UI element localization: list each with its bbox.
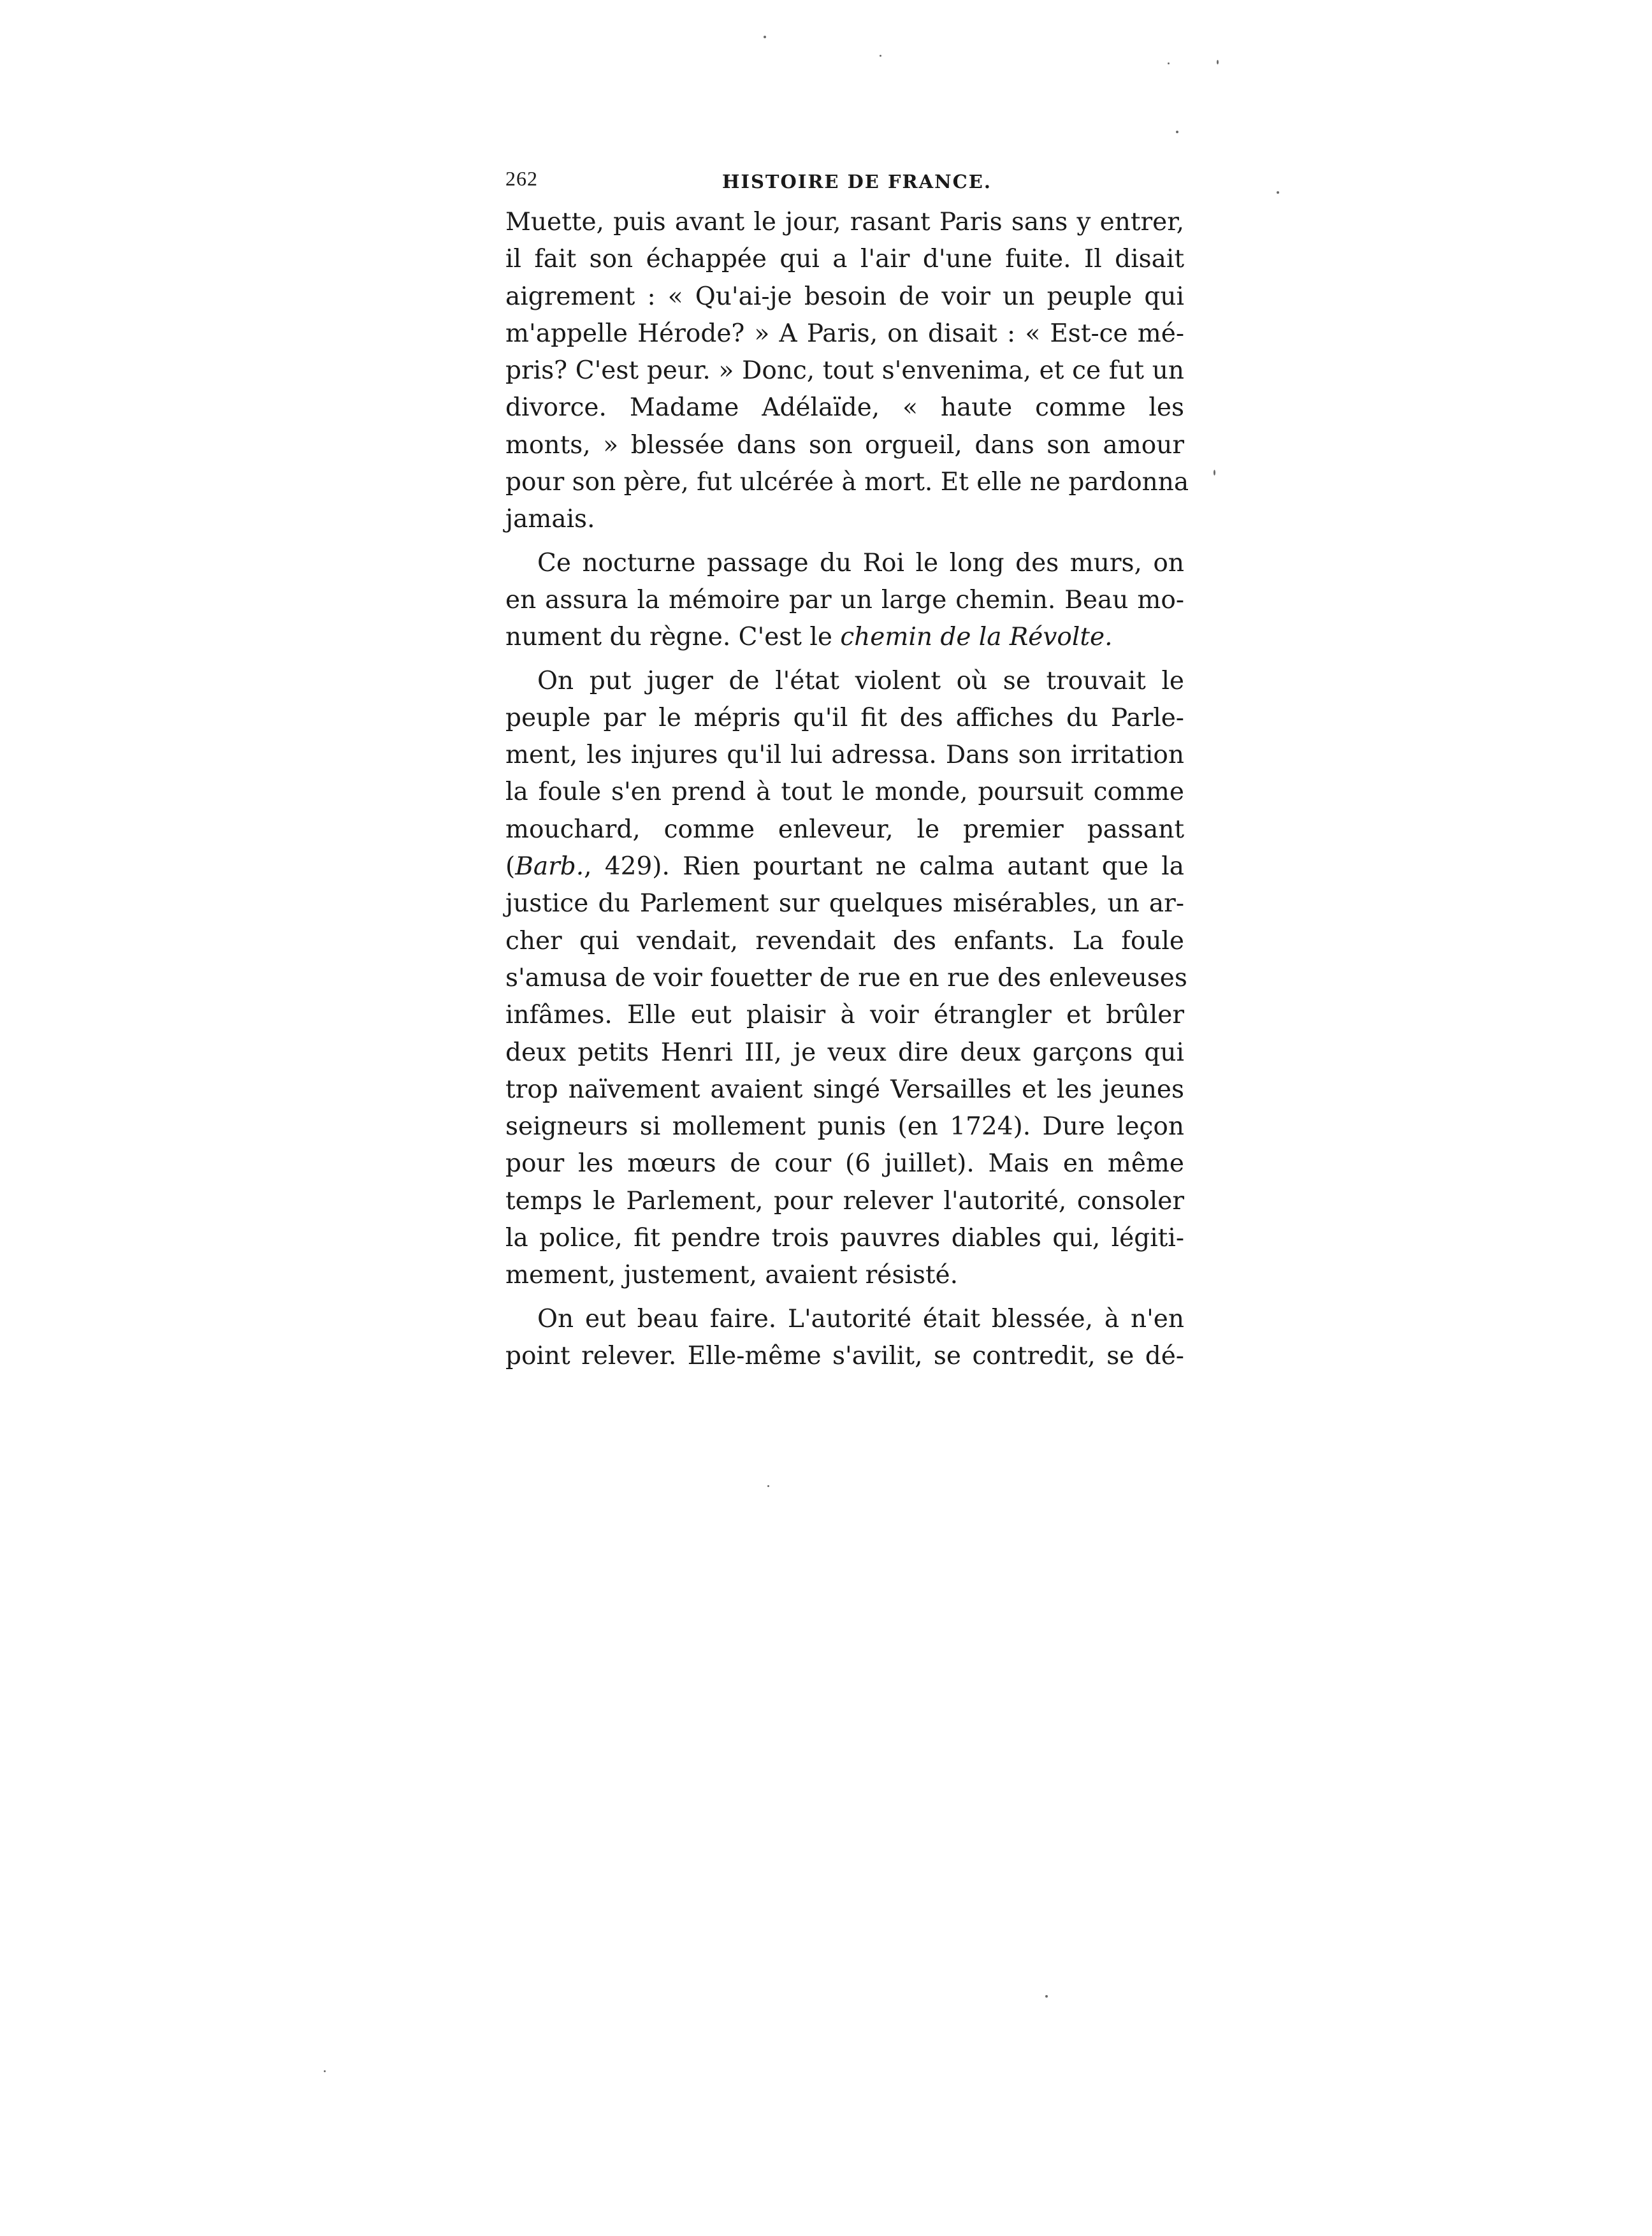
- text-line: la foule s'en prend à tout le monde, poursuit comme: [505, 778, 1184, 807]
- text-line: mouchard, comme enleveur, le premier passant: [505, 815, 1184, 844]
- scan-speck: [1277, 191, 1279, 194]
- body-text: [505, 204, 1189, 1375]
- running-title: HISTOIRE DE FRANCE.: [722, 171, 992, 192]
- text-line: [505, 848, 1184, 885]
- text-line: trop naïvement avaient singé Versailles et les jeunes: [505, 1075, 1184, 1104]
- scan-speck: [1168, 62, 1170, 64]
- paragraph: [505, 204, 1189, 539]
- text-line: pour son père, fut ulcérée à mort. Et elle ne pardonna: [505, 468, 1189, 497]
- text-line: temps le Parlement, pour relever l'autorité, consoler: [505, 1186, 1184, 1216]
- scan-speck: [1045, 1995, 1048, 1998]
- text-line: en assura la mémoire par un large chemin. Beau mo-: [505, 585, 1184, 614]
- text-line: m'appelle Hérode? » A Paris, on disait : « Est-ce mé-: [505, 319, 1184, 348]
- scan-speck: [1214, 470, 1215, 476]
- text-run: nument du règne. C'est le: [505, 623, 832, 652]
- text-line: divorce. Madame Adélaïde, « haute comme les: [505, 393, 1184, 423]
- text-line: Ce nocturne passage du Roi le long des murs, on: [537, 548, 1184, 577]
- scan-speck: [767, 1485, 769, 1487]
- text-line: mement, justement, avaient résisté.: [505, 1261, 958, 1290]
- text-line: monts, » blessée dans son orgueil, dans son amour: [505, 430, 1184, 460]
- text-line: Muette, puis avant le jour, rasant Paris sans y entrer,: [505, 208, 1184, 236]
- text-line: seigneurs si mollement punis (en 1724). Dure leçon: [505, 1112, 1184, 1142]
- scan-speck: [1217, 60, 1219, 64]
- text-line: On eut beau faire. L'autorité était blessée, à n'en: [537, 1304, 1184, 1333]
- text-line: peuple par le mépris qu'il fit des affiches du Parle-: [505, 703, 1184, 732]
- text-line: la police, fit pendre trois pauvres diables qui, légiti-: [505, 1224, 1184, 1253]
- italic-citation: Barb.: [515, 852, 584, 882]
- text-line: s'amusa de voir fouetter de rue en rue des enleveuses: [505, 963, 1187, 992]
- text-line: ment, les injures qu'il lui adressa. Dans son irritation: [505, 741, 1184, 770]
- text-line: il fait son échappée qui a l'air d'une fuite. Il disait: [505, 245, 1184, 274]
- scan-speck: [324, 2070, 326, 2072]
- text-line: point relever. Elle-même s'avilit, se contredit, se dé-: [505, 1341, 1184, 1370]
- italic-text: chemin de la Révolte.: [840, 623, 1113, 652]
- page-number: 262: [505, 167, 538, 190]
- scan-speck: [1176, 131, 1178, 133]
- text-line: infâmes. Elle eut plaisir à voir étrangler et brûler: [505, 1001, 1184, 1030]
- text-line: On put juger de l'état violent où se trouvait le: [537, 666, 1184, 695]
- text-line: cher qui vendait, revendait des enfants. La foule: [505, 926, 1184, 955]
- text-line: pour les mœurs de cour (6 juillet). Mais en même: [505, 1149, 1184, 1179]
- paragraph: [505, 545, 1184, 657]
- text-line: justice du Parlement sur quelques misérables, un ar-: [505, 889, 1184, 918]
- scan-speck: [880, 55, 881, 57]
- paragraph: [505, 663, 1187, 1295]
- text-run: (: [505, 852, 516, 882]
- text-line: pris? C'est peur. » Donc, tout s'envenima, et ce fut un: [505, 356, 1184, 386]
- text-line: [505, 619, 1184, 656]
- running-header: [505, 167, 1184, 205]
- paragraph: [505, 1301, 1184, 1376]
- text-line: aigrement : « Qu'ai-je besoin de voir un peuple qui: [505, 282, 1184, 311]
- text-line: deux petits Henri III, je veux dire deux garçons qui: [505, 1038, 1184, 1067]
- text-line: jamais.: [505, 505, 595, 534]
- text-run: , 429). Rien pourtant ne calma autant que la: [584, 852, 1184, 882]
- scan-speck: [764, 36, 766, 38]
